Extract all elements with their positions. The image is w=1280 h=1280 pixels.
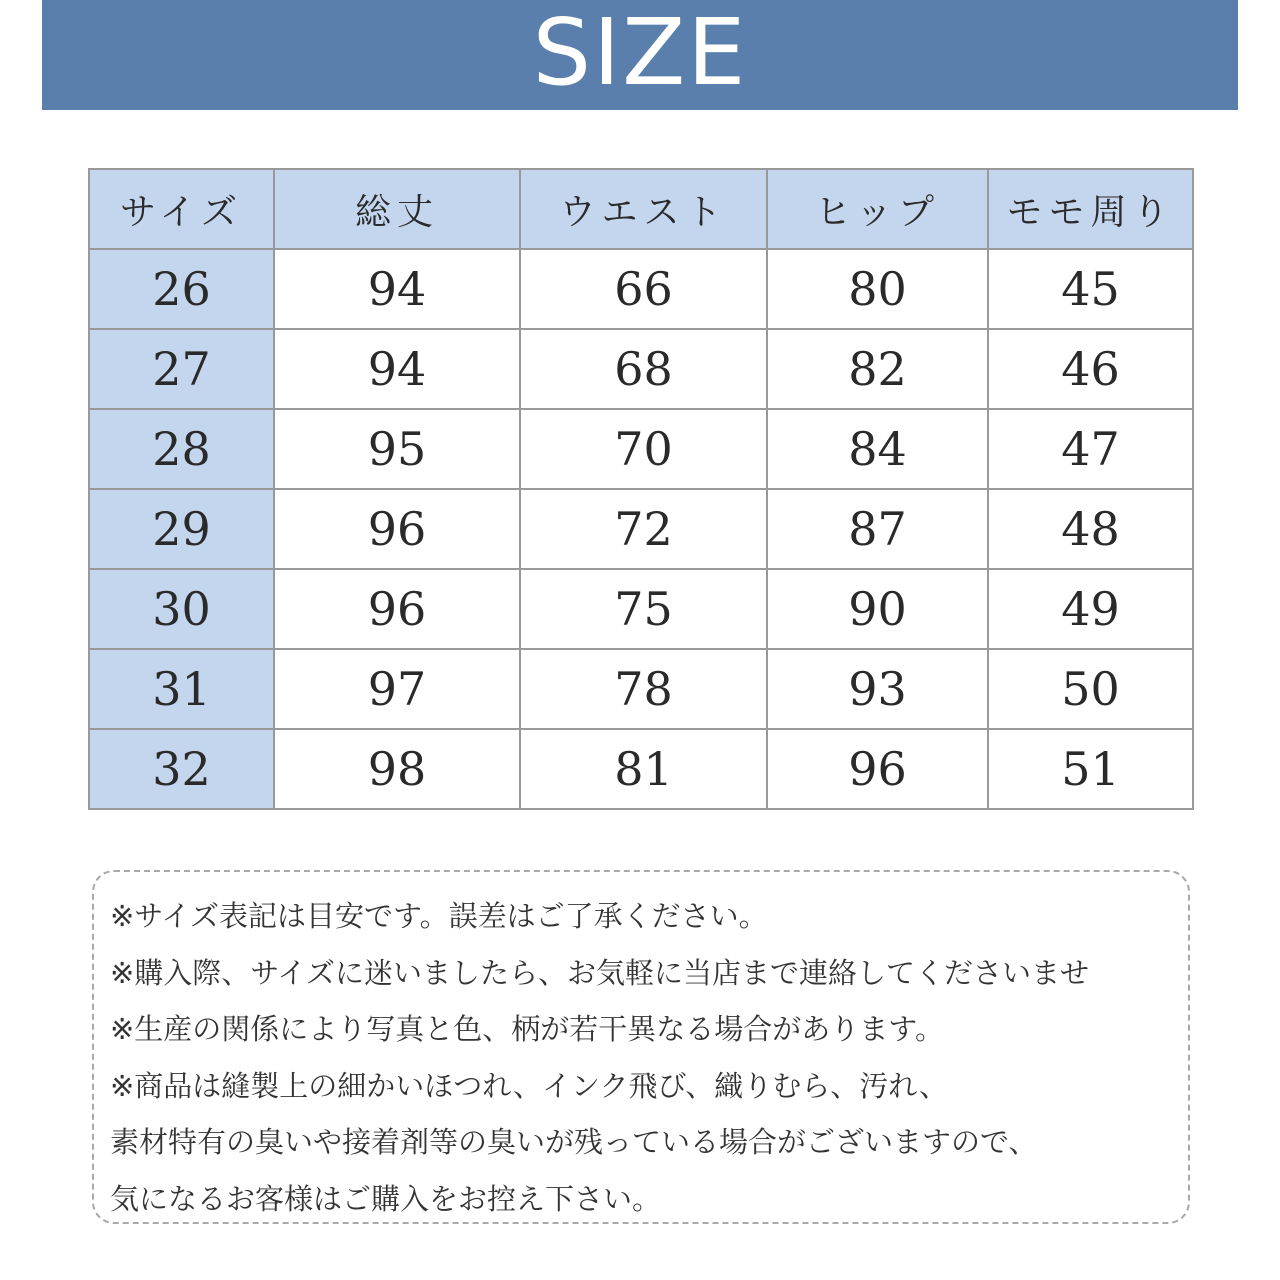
cell-hip: 82	[767, 329, 988, 409]
cell-waist: 75	[520, 569, 767, 649]
cell-hip: 90	[767, 569, 988, 649]
header-waist: ウエスト	[520, 169, 767, 249]
cell-size: 31	[89, 649, 274, 729]
cell-thigh: 45	[988, 249, 1193, 329]
page-title: SIZE	[532, 0, 748, 106]
note-line: 気になるお客様はご購入をお控え下さい。	[110, 1181, 662, 1216]
table-row	[89, 409, 1193, 489]
table-row	[89, 569, 1193, 649]
cell-waist: 72	[520, 489, 767, 569]
cell-total-length: 96	[274, 489, 520, 569]
notes-box	[92, 870, 1190, 1224]
cell-hip: 93	[767, 649, 988, 729]
cell-hip: 84	[767, 409, 988, 489]
cell-size: 29	[89, 489, 274, 569]
cell-size: 30	[89, 569, 274, 649]
note-line: ※生産の関係により写真と色、柄が若干異なる場合があります。	[110, 1012, 944, 1046]
cell-waist: 66	[520, 249, 767, 329]
cell-hip: 96	[767, 729, 988, 809]
header-total-length: 総丈	[274, 169, 520, 249]
cell-total-length: 94	[274, 249, 520, 329]
cell-size: 28	[89, 409, 274, 489]
cell-total-length: 98	[274, 729, 520, 809]
cell-hip: 87	[767, 489, 988, 569]
cell-size: 27	[89, 329, 274, 409]
cell-thigh: 48	[988, 489, 1193, 569]
note-line: 素材特有の臭いや接着剤等の臭いが残っている場合がございますので、	[110, 1125, 1038, 1159]
note-line: ※商品は縫製上の細かいほつれ、インク飛び、織りむら、汚れ、	[110, 1068, 949, 1103]
cell-thigh: 49	[988, 569, 1193, 649]
table-row	[89, 329, 1193, 409]
table-row	[89, 729, 1193, 809]
cell-thigh: 46	[988, 329, 1193, 409]
title-banner	[42, 0, 1238, 110]
cell-total-length: 96	[274, 569, 520, 649]
cell-thigh: 51	[988, 729, 1193, 809]
note-line: ※サイズ表記は目安です。誤差はご了承ください。	[110, 899, 768, 933]
cell-thigh: 50	[988, 649, 1193, 729]
note-line: ※購入際、サイズに迷いましたら、お気軽に当店まで連絡してくださいませ	[110, 955, 1089, 990]
cell-waist: 78	[520, 649, 767, 729]
cell-size: 26	[89, 249, 274, 329]
header-size: サイズ	[89, 169, 274, 249]
header-thigh: モモ周り	[988, 169, 1193, 249]
table-row	[89, 649, 1193, 729]
cell-waist: 68	[520, 329, 767, 409]
cell-total-length: 95	[274, 409, 520, 489]
header-hip: ヒップ	[767, 169, 988, 249]
table-header-row	[89, 169, 1193, 249]
cell-waist: 70	[520, 409, 767, 489]
cell-size: 32	[89, 729, 274, 809]
table-row	[89, 249, 1193, 329]
cell-hip: 80	[767, 249, 988, 329]
cell-thigh: 47	[988, 409, 1193, 489]
size-table	[88, 168, 1194, 810]
cell-total-length: 97	[274, 649, 520, 729]
table-row	[89, 489, 1193, 569]
cell-total-length: 94	[274, 329, 520, 409]
cell-waist: 81	[520, 729, 767, 809]
